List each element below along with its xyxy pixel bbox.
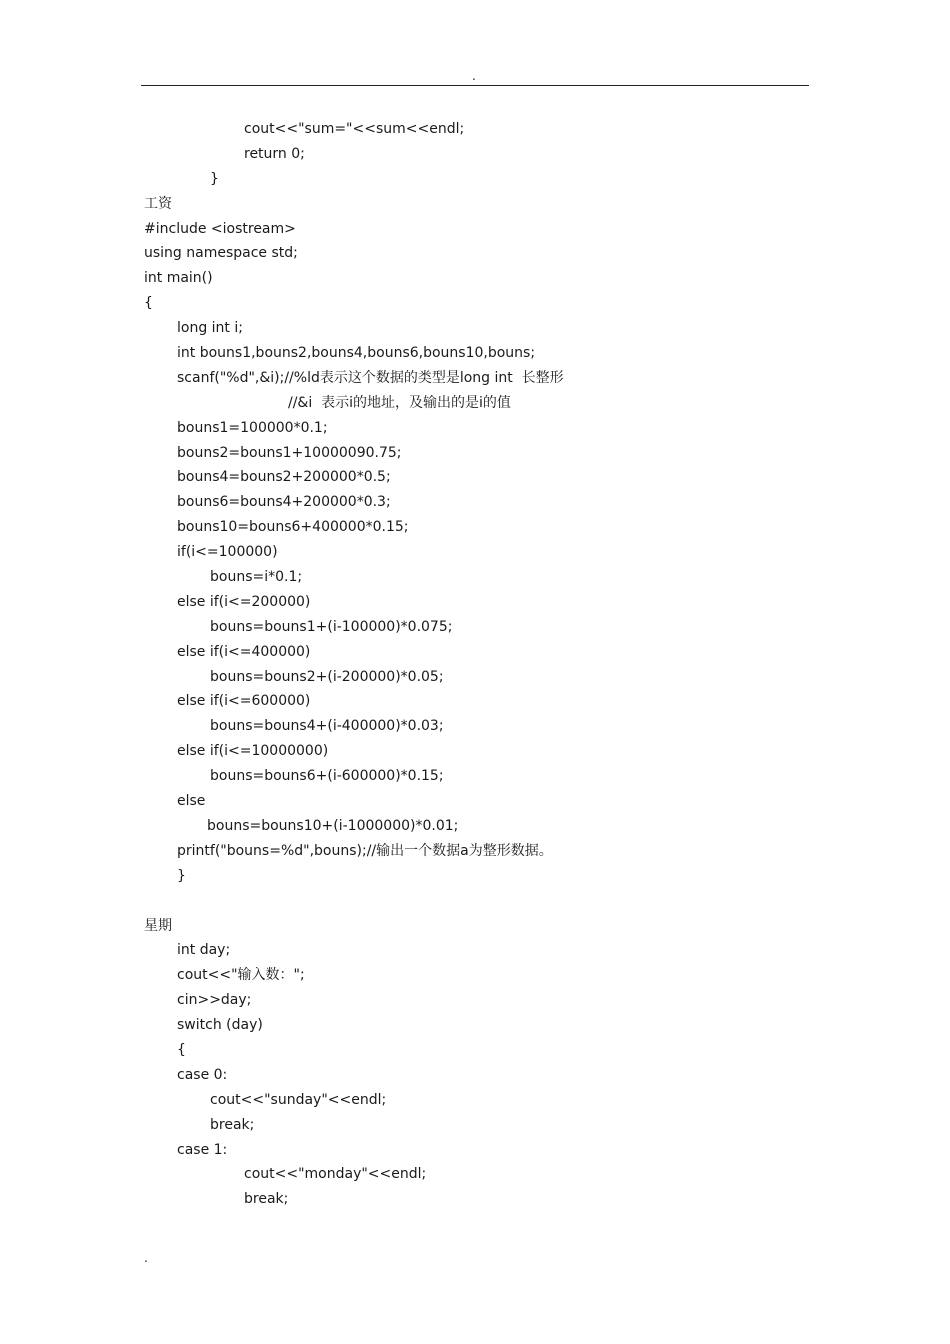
document-body xyxy=(0,117,950,1212)
code-line: long int i; xyxy=(177,320,243,337)
code-line: int bouns1,bouns2,bouns4,bouns6,bouns10,bouns; xyxy=(177,345,536,362)
code-line: if(i<=100000) xyxy=(177,544,278,561)
code-line: cin>>day; xyxy=(177,992,252,1009)
code-line: bouns=bouns10+(i-1000000)*0.01; xyxy=(207,817,459,834)
code-line: bouns6=bouns4+200000*0.3; xyxy=(177,494,391,511)
header-rule xyxy=(141,85,809,86)
footer-mark: . xyxy=(144,1251,148,1265)
code-line: bouns=i*0.1; xyxy=(210,569,303,586)
code-line: cout<<"sum="<<sum<<endl; xyxy=(244,121,465,137)
code-line: break; xyxy=(210,1116,255,1133)
code-line: int day; xyxy=(177,942,231,959)
code-line: int main() xyxy=(144,270,213,287)
code-line: else if(i<=200000) xyxy=(177,593,311,610)
code-line: bouns=bouns1+(i-100000)*0.075; xyxy=(210,618,453,635)
code-line: bouns=bouns4+(i-400000)*0.03; xyxy=(210,718,444,735)
code-line: #include <iostream> xyxy=(144,220,296,237)
code-line: 星期 xyxy=(144,917,172,934)
code-line: using namespace std; xyxy=(144,245,298,262)
code-line: } xyxy=(210,170,219,187)
code-line: //&i 表示i的地址，及输出的是i的值 xyxy=(288,394,511,411)
code-line: bouns10=bouns6+400000*0.15; xyxy=(177,519,409,536)
code-line: bouns4=bouns2+200000*0.5; xyxy=(177,469,391,486)
code-line: break; xyxy=(244,1191,289,1208)
code-line: cout<<"sunday"<<endl; xyxy=(210,1091,387,1108)
code-line: else xyxy=(177,793,206,810)
code-line: case 1: xyxy=(177,1141,228,1158)
code-line: bouns2=bouns1+10000090.75; xyxy=(177,444,402,461)
code-line: return 0; xyxy=(244,145,305,162)
code-line: bouns1=100000*0.1; xyxy=(177,419,328,436)
code-line: cout<<"输入数："; xyxy=(177,967,305,984)
code-line: 工资 xyxy=(144,195,172,212)
code-line: switch (day) xyxy=(177,1017,263,1034)
code-line: printf("bouns=%d",bouns);//输出一个数据a为整形数据。 xyxy=(177,842,553,859)
code-line: else if(i<=400000) xyxy=(177,643,311,660)
code-line: else if(i<=600000) xyxy=(177,693,311,710)
code-line: scanf("%d",&i);//%ld表示这个数据的类型是long int 长整形 xyxy=(177,369,564,386)
code-line: { xyxy=(144,295,153,312)
code-line xyxy=(0,889,950,914)
code-line: bouns=bouns2+(i-200000)*0.05; xyxy=(210,668,444,685)
header-mark: . xyxy=(472,69,476,83)
code-line: } xyxy=(177,867,186,884)
code-line: cout<<"monday"<<endl; xyxy=(244,1166,427,1183)
code-line: bouns=bouns6+(i-600000)*0.15; xyxy=(210,768,444,785)
code-line: else if(i<=10000000) xyxy=(177,743,329,760)
code-line: case 0: xyxy=(177,1066,228,1083)
code-line: { xyxy=(177,1041,186,1058)
